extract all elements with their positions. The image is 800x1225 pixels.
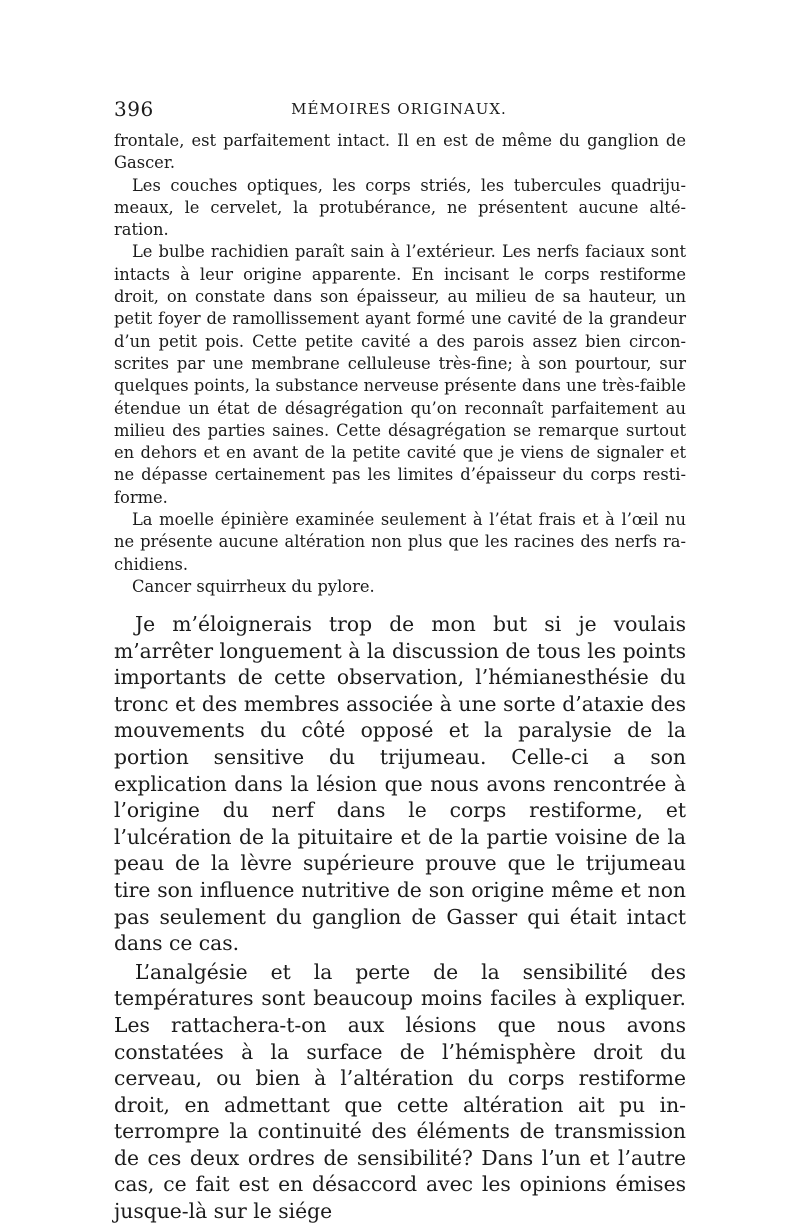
discussion-text	[114, 611, 686, 1225]
case-report-text	[114, 130, 686, 598]
paragraph: La moelle épinière examinée seulement à l’état frais et à l’œil nu ne présente aucune altération non plus que les racines des nerfs rachidiens.	[114, 510, 686, 574]
paragraph: frontale, est parfaitement intact. Il en est de même du ganglion de Gascer.	[114, 131, 686, 173]
paragraph: L’analgésie et la perte de la sensibilité des températures sont beaucoup moins faciles à expliquer. Les rattachera-t-on aux lésions que nous avons constatées à la surface de l’hémisphère droit du cerveau, ou bien à l’altération du corps restiforme droit, en admettant que cette altération ait pu interrompre la continuité des éléments de transmission de ces deux ordres de sensibilité? Dans l’un et l’autre cas, ce fait est en désaccord avec les opinions émises jusque-là sur le siége	[114, 959, 686, 1224]
paragraph: Je m’éloignerais trop de mon but si je voulais m’arrêter longuement à la discussion de tous les points importants de cette observation, l’hémianesthésie du tronc et des membres associée à une sorte d’ataxie des mouvements du côté opposé et la paralysie de la portion sensitive du trijumeau. Celle-ci a son explication dans la lésion que nous avons rencontrée à l’origine du nerf dans le corps restiforme, et l’ulcération de la pituitaire et de la partie voisine de la peau de la lèvre supérieure prouve que le trijumeau tire son influence nutritive de son origine même et non pas seulement du ganglion de Gasser qui était intact dans ce cas.	[114, 612, 686, 956]
paragraph: Le bulbe rachidien paraît sain à l’extérieur. Les nerfs faciaux sont intacts à leur origine apparente. En incisant le corps restiforme droit, on constate dans son épaisseur, au milieu de sa hauteur, un petit foyer de ramollissement ayant formé une cavité de la grandeur d’un petit pois. Cette petite cavité a des parois assez bien circonscrites par une membrane celluleuse très-fine; à son pourtour, sur quelques points, la substance nerveuse présente dans une très-faible étendue un état de désagrégation qu’on reconnaît parfaitement au milieu des parties saines. Cette désagrégation se remarque surtout en dehors et en avant de la petite cavité que je viens de signaler et ne dépasse certainement pas les limites d’épaisseur du corps restiforme.	[114, 242, 686, 507]
paragraph: Cancer squirrheux du pylore.	[132, 576, 375, 596]
page-number: 396	[114, 97, 154, 121]
running-title: MÉMOIRES ORIGINAUX.	[291, 100, 507, 118]
paragraph: Les couches optiques, les corps striés, les tubercules quadrijumeaux, le cervelet, la protubérance, ne présentent aucune altération.	[114, 175, 686, 240]
page-header	[114, 97, 684, 123]
